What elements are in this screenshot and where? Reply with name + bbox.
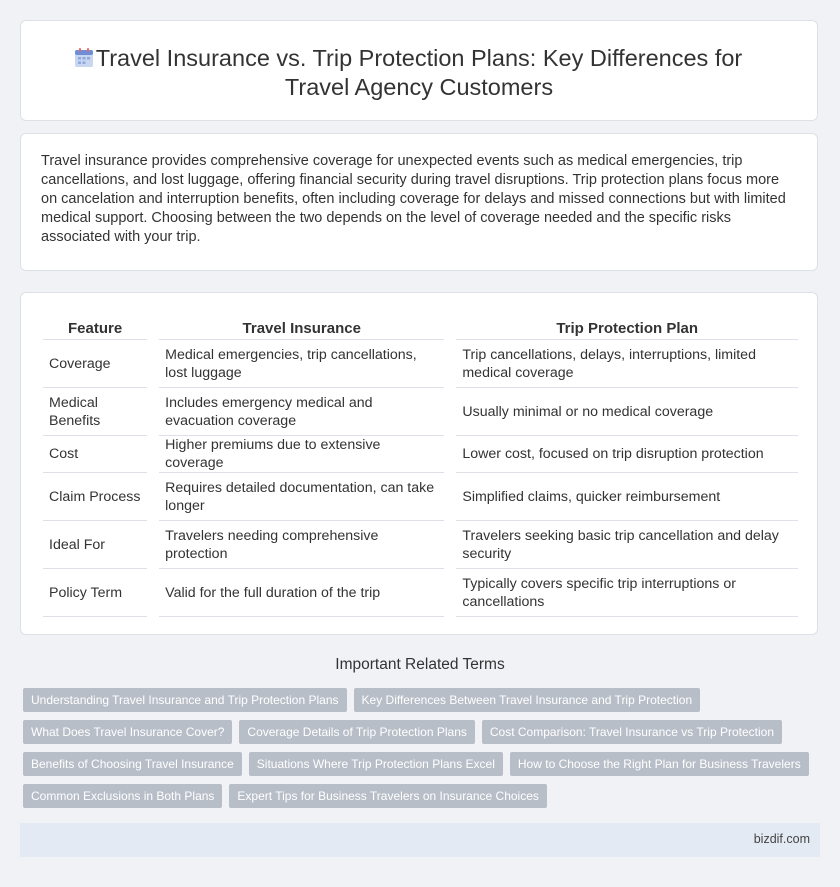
table-header-row: [43, 315, 798, 340]
related-term-tag[interactable]: Situations Where Trip Protection Plans Excel: [249, 752, 503, 776]
related-term-tag[interactable]: Cost Comparison: Travel Insurance vs Trip Protection: [482, 720, 782, 744]
intro-card: [20, 133, 818, 271]
title-card: [20, 20, 818, 121]
travel-insurance-cell: Requires detailed documentation, can take longer: [159, 473, 444, 521]
feature-cell: Policy Term: [43, 569, 147, 617]
feature-cell: Claim Process: [43, 473, 147, 521]
footer: [20, 823, 820, 857]
table-row: [43, 521, 798, 569]
intro-paragraph: Travel insurance provides comprehensive coverage for unexpected events such as medical emergencies, trip cancellations, and lost luggage, offering financial security during travel disruptions. Trip protection plans focus more on cancelation and interruption benefits, often including coverage for delays and missed connections but with limited medical support. Choosing between the two depends on the level of coverage needed and the specific risks associated with your trip.: [41, 153, 786, 245]
comparison-table-card: [20, 292, 818, 635]
page-title: Travel Insurance vs. Trip Protection Plans: Key Differences for Travel Agency Customers: [95, 45, 743, 100]
table-row: [43, 340, 798, 388]
table-row: [43, 473, 798, 521]
feature-cell: Medical Benefits: [43, 388, 147, 436]
related-terms-list: [23, 688, 823, 816]
column-header-travel-insurance: Travel Insurance: [159, 315, 444, 340]
travel-insurance-cell: Medical emergencies, trip cancellations, lost luggage: [159, 340, 444, 388]
travel-insurance-cell: Valid for the full duration of the trip: [159, 569, 444, 617]
column-header-trip-protection: Trip Protection Plan: [456, 315, 798, 340]
trip-protection-cell: Travelers seeking basic trip cancellation and delay security: [456, 521, 798, 569]
trip-protection-cell: Lower cost, focused on trip disruption protection: [456, 436, 798, 473]
related-term-tag[interactable]: Benefits of Choosing Travel Insurance: [23, 752, 242, 776]
travel-insurance-cell: Higher premiums due to extensive coverage: [159, 436, 444, 473]
trip-protection-cell: Trip cancellations, delays, interruptions, limited medical coverage: [456, 340, 798, 388]
related-term-tag[interactable]: How to Choose the Right Plan for Business Travelers: [510, 752, 809, 776]
trip-protection-cell: Typically covers specific trip interruptions or cancellations: [456, 569, 798, 617]
table-row: [43, 569, 798, 617]
trip-protection-cell: Simplified claims, quicker reimbursement: [456, 473, 798, 521]
travel-insurance-cell: Travelers needing comprehensive protection: [159, 521, 444, 569]
related-term-tag[interactable]: Expert Tips for Business Travelers on Insurance Choices: [229, 784, 546, 808]
related-term-tag[interactable]: What Does Travel Insurance Cover?: [23, 720, 232, 744]
travel-insurance-cell: Includes emergency medical and evacuation coverage: [159, 388, 444, 436]
feature-cell: Cost: [43, 436, 147, 473]
related-term-tag[interactable]: Coverage Details of Trip Protection Plans: [239, 720, 474, 744]
feature-cell: Coverage: [43, 340, 147, 388]
related-term-tag[interactable]: Common Exclusions in Both Plans: [23, 784, 222, 808]
column-header-feature: Feature: [43, 315, 147, 340]
table-row: [43, 388, 798, 436]
feature-cell: Ideal For: [43, 521, 147, 569]
related-term-tag[interactable]: Key Differences Between Travel Insurance and Trip Protection: [354, 688, 701, 712]
comparison-table: [43, 315, 798, 617]
footer-site-link[interactable]: bizdif.com: [753, 832, 810, 846]
related-term-tag[interactable]: Understanding Travel Insurance and Trip Protection Plans: [23, 688, 347, 712]
trip-protection-cell: Usually minimal or no medical coverage: [456, 388, 798, 436]
table-row: [43, 436, 798, 473]
related-terms-heading: Important Related Terms: [335, 656, 505, 673]
